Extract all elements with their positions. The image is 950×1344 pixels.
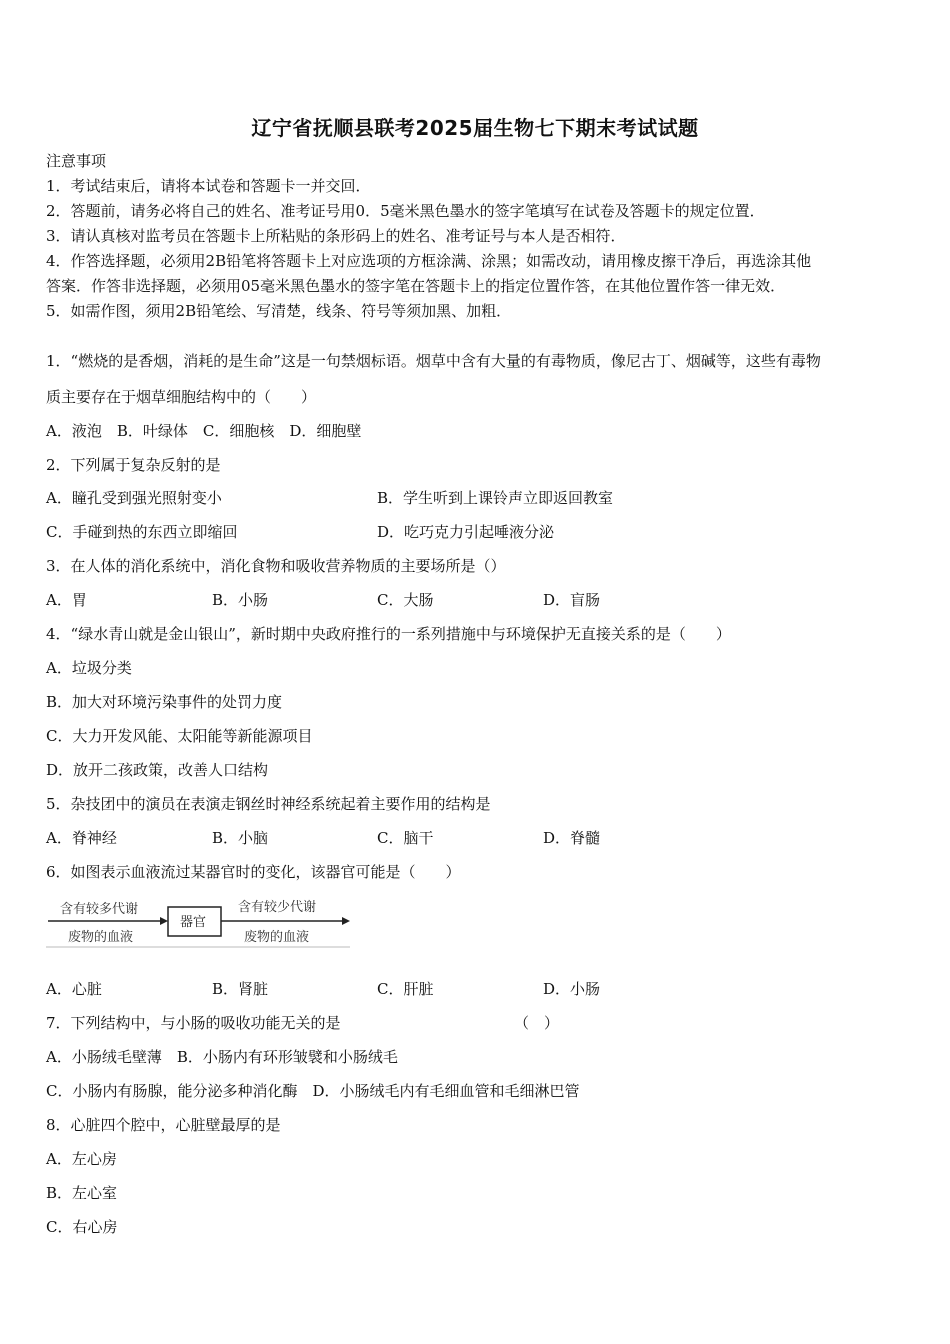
page-title: 辽宁省抚顺县联考2025届生物七下期末考试试题	[251, 116, 699, 140]
question-4-option-b: B．加大对环境污染事件的处罚力度	[46, 693, 283, 711]
question-1-stem: 1．“燃烧的是香烟，消耗的是生命”这是一句禁烟标语。烟草中含有大量的有毒物质，像尼古丁、烟碱等，这些有毒物	[46, 352, 821, 370]
diagram-right-bottom-label: 废物的血液	[244, 930, 310, 945]
notice-item: 4．作答选择题，必须用2B铅笔将答题卡上对应选项的方框涂满、涂黑；如需改动，请用橡皮擦干净后，再选涂其他	[46, 252, 812, 270]
question-4-stem: 4．“绿水青山就是金山银山”，新时期中央政府推行的一系列措施中与环境保护无直接关系的是（ ）	[46, 625, 731, 643]
diagram-organ-label: 器官	[180, 915, 207, 930]
diagram-left-bottom-label: 废物的血液	[68, 930, 134, 945]
question-1-stem-cont: 质主要存在于烟草细胞结构中的（ ）	[46, 388, 317, 406]
question-8-option-b: B．左心室	[46, 1184, 118, 1202]
question-7-options-ab: A．小肠绒毛壁薄 B．小肠内有环形皱襞和小肠绒毛	[46, 1048, 398, 1066]
blood-flow-diagram	[46, 893, 352, 949]
question-5-stem: 5．杂技团中的演员在表演走钢丝时神经系统起着主要作用的结构是	[46, 795, 491, 813]
question-3-option-a: A．胃	[46, 591, 87, 609]
question-3-option-d: D．盲肠	[543, 591, 601, 609]
question-6-option-d: D．小肠	[543, 980, 601, 998]
question-8-option-c: C．右心房	[46, 1218, 118, 1236]
notice-item: 2．答题前，请务必将自己的姓名、准考证号用0．5毫米黑色墨水的签字笔填写在试卷及答题卡的规定位置．	[46, 202, 765, 220]
question-4-option-d: D．放开二孩政策，改善人口结构	[46, 761, 269, 779]
question-5-option-b: B．小脑	[212, 829, 269, 847]
question-8-option-a: A．左心房	[46, 1150, 117, 1168]
question-2-option-a: A．瞳孔受到强光照射变小	[46, 489, 222, 507]
question-8-stem: 8．心脏四个腔中，心脏壁最厚的是	[46, 1116, 281, 1134]
question-4-option-c: C．大力开发风能、太阳能等新能源项目	[46, 727, 313, 745]
question-7-options-cd: C．小肠内有肠腺，能分泌多种消化酶 D．小肠绒毛内有毛细血管和毛细淋巴管	[46, 1082, 580, 1100]
question-2-option-b: B．学生听到上课铃声立即返回教室	[377, 489, 614, 507]
notice-item: 答案．作答非选择题，必须用05毫米黑色墨水的签字笔在答题卡上的指定位置作答，在其他位置作答一律无效．	[46, 277, 786, 295]
diagram-left-top-label: 含有较多代谢	[60, 902, 139, 917]
question-6-option-b: B．肾脏	[212, 980, 269, 998]
question-1-options: A．液泡 B．叶绿体 C．细胞核 D．细胞壁	[46, 422, 362, 440]
question-6-option-c: C．肝脏	[377, 980, 434, 998]
notice-item: 3．请认真核对监考员在答题卡上所粘贴的条形码上的姓名、准考证号与本人是否相符．	[46, 227, 626, 245]
question-3-option-c: C．大肠	[377, 591, 434, 609]
question-6-option-a: A．心脏	[46, 980, 102, 998]
question-5-option-d: D．脊髓	[543, 829, 601, 847]
arrowhead-icon	[160, 917, 168, 925]
question-6-stem: 6．如图表示血液流过某器官时的变化，该器官可能是（ ）	[46, 863, 461, 881]
question-4-option-a: A．垃圾分类	[46, 659, 132, 677]
notice-item: 1．考试结束后，请将本试卷和答题卡一并交回．	[46, 177, 371, 195]
question-5-option-c: C．脑干	[377, 829, 434, 847]
question-3-stem: 3．在人体的消化系统中，消化食物和吸收营养物质的主要场所是（）	[46, 557, 506, 575]
notice-item: 5．如需作图，须用2B铅笔绘、写清楚，线条、符号等须加黑、加粗．	[46, 302, 512, 320]
question-7-stem: 7．下列结构中，与小肠的吸收功能无关的是	[46, 1014, 341, 1032]
question-2-option-d: D．吃巧克力引起唾液分泌	[377, 523, 555, 541]
notice-heading: 注意事项	[46, 152, 107, 170]
question-3-option-b: B．小肠	[212, 591, 269, 609]
arrowhead-icon	[342, 917, 350, 925]
question-2-stem: 2．下列属于复杂反射的是	[46, 456, 221, 474]
question-5-option-a: A．脊神经	[46, 829, 117, 847]
diagram-right-top-label: 含有较少代谢	[238, 900, 317, 915]
question-2-option-c: C．手碰到热的东西立即缩回	[46, 523, 238, 541]
question-7-paren: （ ）	[514, 1014, 560, 1032]
